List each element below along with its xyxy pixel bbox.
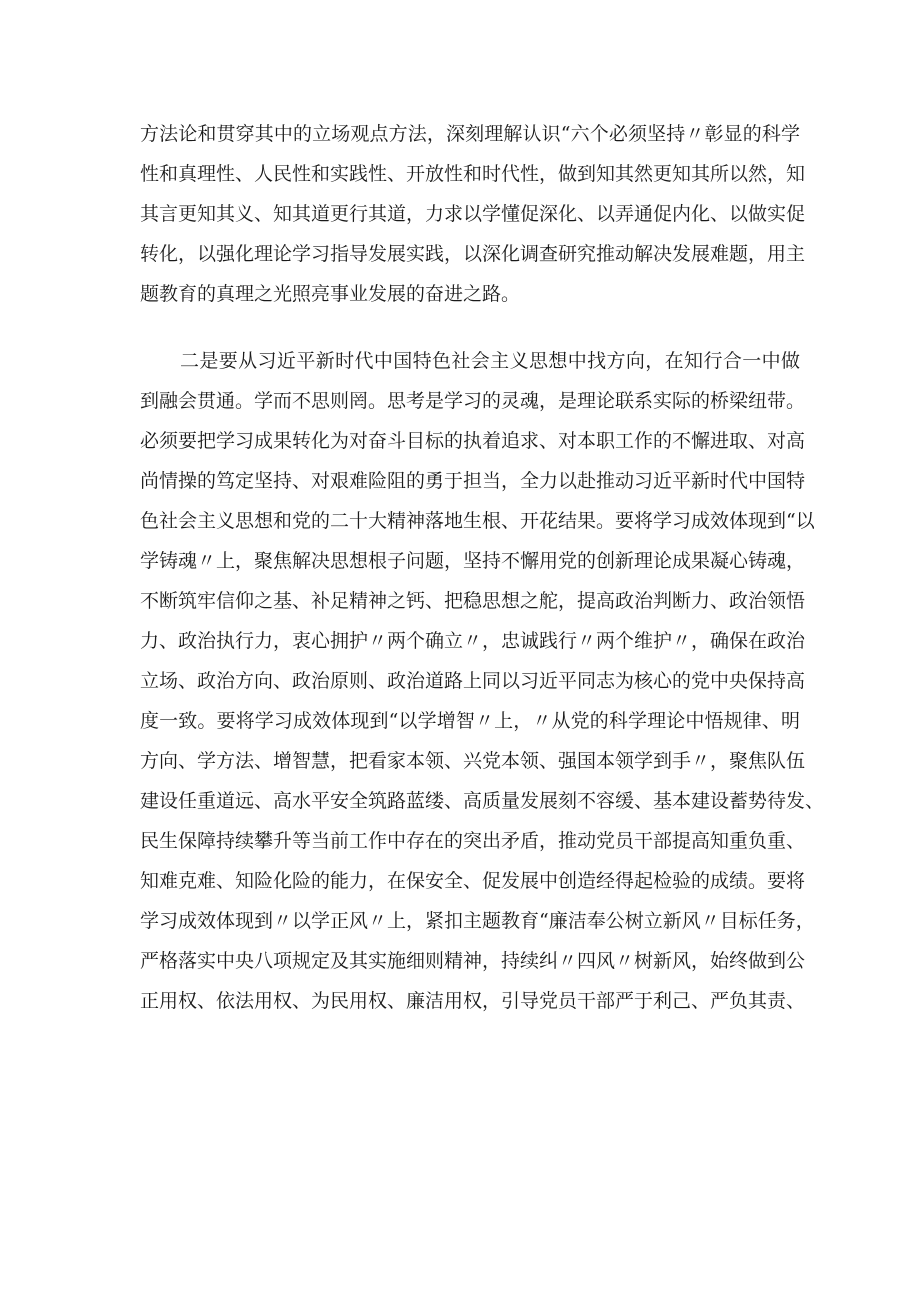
text-line: 学习成效体现到〃以学正风〃上，紧扣主题教育“廉洁奉公树立新风〃目标任务，: [140, 910, 815, 932]
text-line: 题教育的真理之光照亮事业发展的奋进之路。: [140, 283, 521, 305]
text-line: 严格落实中央八项规定及其实施细则精神，持续纠〃四风〃树新风，始终做到公: [140, 950, 806, 972]
text-line: 度一致。要将学习成效体现到“以学增智〃上，〃从党的科学理论中悟规律、明: [140, 710, 800, 732]
text-line: 建设任重道远、高水平安全筑路蓝缕、高质量发展刻不容缓、基本建设蓄势待发、: [140, 790, 825, 812]
text-line: 性和真理性、人民性和实践性、开放性和时代性，做到知其然更知其所以然，知: [140, 163, 806, 185]
text-line: 必须要把学习成果转化为对奋斗目标的执着追求、对本职工作的不懈进取、对高: [140, 430, 806, 452]
text-line: 方法论和贯穿其中的立场观点方法，深刻理解认识“六个必须坚持〃彰显的科学: [140, 123, 800, 145]
text-line: 力、政治执行力，衷心拥护〃两个确立〃，忠诚践行〃两个维护〃，确保在政治: [140, 630, 806, 652]
text-line: 到融会贯通。学而不思则罔。思考是学习的灵魂，是理论联系实际的桥梁纽带。: [140, 390, 806, 412]
text-line: 方向、学方法、增智慧，把看家本领、兴党本领、强国本领学到手〃，聚焦队伍: [140, 750, 806, 772]
text-line: 二是要从习近平新时代中国特色社会主义思想中找方向，在知行合一中做: [180, 350, 800, 372]
text-line: 不断筑牢信仰之基、补足精神之钙、把稳思想之舵，提高政治判断力、政治领悟: [140, 590, 806, 612]
text-line: 色社会主义思想和党的二十大精神落地生根、开花结果。要将学习成效体现到“以: [140, 510, 815, 532]
text-line: 学铸魂〃上，聚焦解决思想根子问题，坚持不懈用党的创新理论成果凝心铸魂，: [140, 550, 806, 572]
text-line: 转化，以强化理论学习指导发展实践，以深化调查研究推动解决发展难题，用主: [140, 243, 806, 265]
text-line: 知难克难、知险化险的能力，在保安全、促发展中创造经得起检验的成绩。要将: [140, 870, 806, 892]
text-line: 尚情操的笃定坚持、对艰难险阻的勇于担当，全力以赴推动习近平新时代中国特: [140, 470, 806, 492]
text-line: 立场、政治方向、政治原则、政治道路上同以习近平同志为核心的党中央保持高: [140, 670, 806, 692]
text-line: 其言更知其义、知其道更行其道，力求以学懂促深化、以弄通促内化、以做实促: [140, 203, 806, 225]
text-line: 正用权、依法用权、为民用权、廉洁用权，引导党员干部严于利己、严负其责、: [140, 990, 806, 1012]
text-line: 民生保障持续攀升等当前工作中存在的突出矛盾，推动党员干部提高知重负重、: [140, 830, 806, 852]
